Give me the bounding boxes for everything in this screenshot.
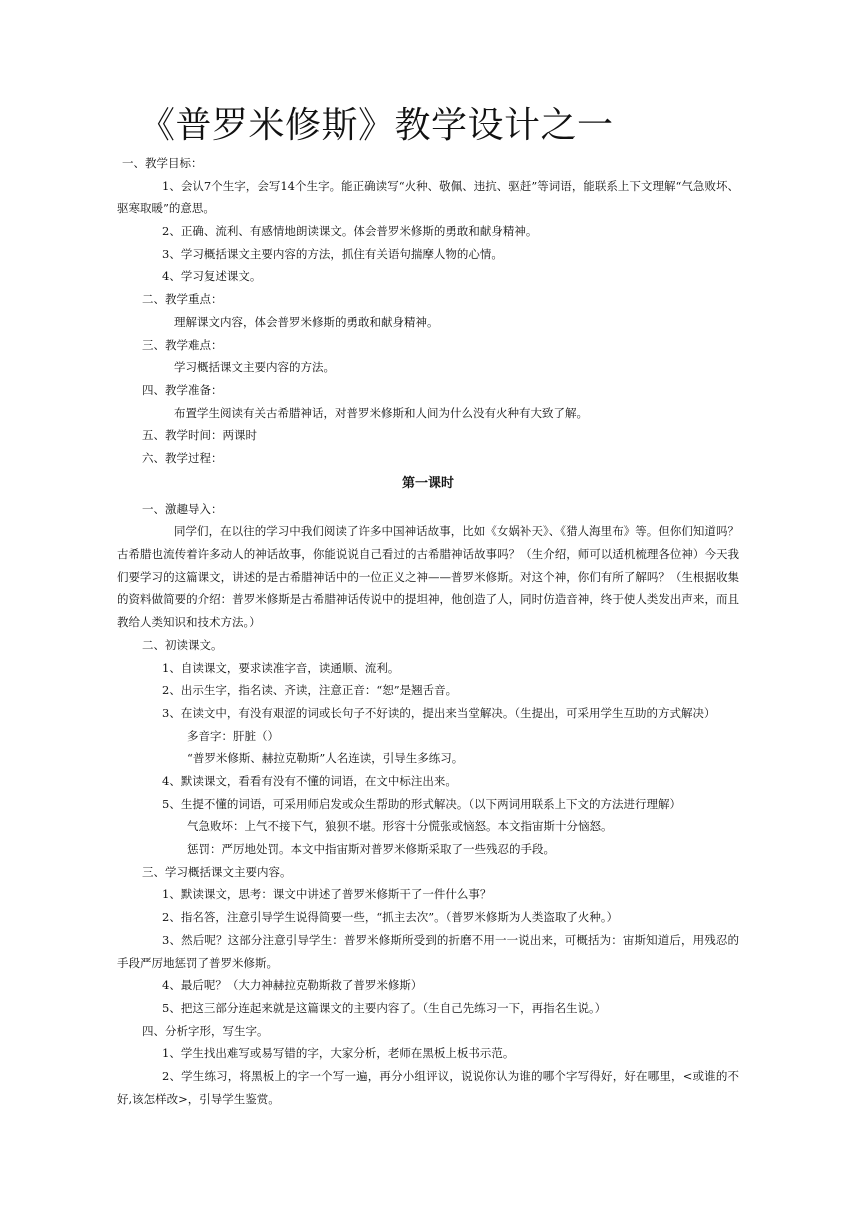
difficulty-heading: 三、教学难点： — [142, 337, 223, 352]
preparation-heading: 四、教学准备： — [142, 382, 223, 397]
document-title: 《普罗米修斯》教学设计之一 — [139, 105, 614, 146]
summary-step-1: 1、默读课文，思考：课文中讲述了普罗米修斯干了一件什么事？ — [162, 887, 492, 902]
summary-step-5: 5、把这三部分连起来就是这篇课文的主要内容了。（生自己先练习一下，再指名生说。） — [162, 1000, 607, 1015]
document-text — [117, 152, 739, 1110]
lesson-title: 第一课时 — [401, 475, 454, 491]
goal-item-4: 4、学习复述课文。 — [162, 269, 262, 284]
preparation-text: 布置学生阅读有关古希腊神话，对普罗米修斯和人间为什么没有火种有大致了解。 — [174, 405, 588, 420]
summary-step-4: 4、最后呢？（大力神赫拉克勒斯救了普罗米修斯） — [162, 978, 423, 993]
reading-step-5-note-a: 气急败坏：上气不接下气，狼狈不堪。形容十分慌张或恼怒。本文指宙斯十分恼怒。 — [187, 819, 613, 834]
key-points-text: 理解课文内容，体会普罗米修斯的勇敢和献身精神。 — [174, 314, 439, 329]
key-points-heading: 二、教学重点： — [142, 292, 223, 307]
reading-step-5: 5、生提不懂的词语，可采用师启发或众生帮助的形式解决。（以下两词用联系上下文的方法进行理解） — [162, 796, 682, 811]
writing-heading: 四、分析字形，写生字。 — [142, 1023, 269, 1038]
document-body — [117, 100, 739, 1110]
reading-heading: 二、初读课文。 — [142, 637, 223, 652]
process-heading: 六、教学过程： — [142, 450, 223, 465]
summary-step-2: 2、指名答，注意引导学生说得简要一些，“抓主去次”。（普罗米修斯为人类盗取了火种。） — [162, 910, 619, 925]
writing-step-2: 2、学生练习，将黑板上的字一个写一遍，再分小组评议，说说你认为谁的哪个字写得好，好在哪里，<或谁的不好,该怎样改>，引导学生鉴赏。 — [117, 1068, 739, 1106]
reading-step-1: 1、自读课文，要求读准字音，读通顺、流利。 — [162, 660, 400, 675]
reading-step-3: 3、在读文中，有没有艰涩的词或长句子不好读的，提出来当堂解决。（生提出，可采用学生互助的方式解决） — [162, 705, 716, 720]
summary-heading: 三、学习概括课文主要内容。 — [142, 864, 292, 879]
difficulty-text: 学习概括课文主要内容的方法。 — [174, 360, 335, 375]
teaching-time: 五、教学时间：两课时 — [142, 428, 257, 443]
goal-item-1: 1、会认7个生字，会写14个生字。能正确读写“火种、敬佩、违抗、驱赶”等词语，能联系上下文理解“气急败坏、驱寒取暖”的意思。 — [117, 178, 739, 216]
intro-paragraph: 同学们，在以往的学习中我们阅读了许多中国神话故事，比如《女娲补天》、《猎人海里布》等。但你们知道吗？古希腊也流传着许多动人的神话故事，你能说说自己看过的古希腊神话故事吗？（生介绍，师可以适机梳理各位神）今天我们要学习的这篇课文，讲述的是古希腊神话中的一位正义之神——普罗米修斯。对这个神，你们有所了解吗？（生根据收集的资料做简要的介绍：普罗米修斯是古希腊神话传说中的提坦神，他创造了人，同时仿造音神，终于使人类发出声来，而且教给人类知识和技术方法。） — [117, 524, 739, 630]
reading-step-3-note-b: “普罗米修斯、赫拉克勒斯”人名连读，引导生多练习。 — [187, 751, 464, 766]
intro-heading: 一、激趣导入： — [142, 501, 223, 516]
summary-step-3: 3、然后呢？这部分注意引导学生：普罗米修斯所受到的折磨不用一一说出来，可概括为：宙斯知道后，用残忍的手段严厉地惩罚了普罗米修斯。 — [117, 932, 739, 970]
goals-heading: 一、教学目标： — [122, 156, 203, 170]
goal-item-2: 2、正确、流利、有感情地朗读课文。体会普罗米修斯的勇敢和献身精神。 — [162, 224, 538, 239]
reading-step-2: 2、出示生字，指名读、齐读，注意正音：“恕”是翘舌音。 — [162, 683, 458, 698]
goal-item-3: 3、学习概括课文主要内容的方法，抓住有关语句揣摩人物的心情。 — [162, 246, 503, 261]
reading-step-4: 4、默读课文，看看有没有不懂的词语，在文中标注出来。 — [162, 773, 457, 788]
reading-step-5-note-b: 惩罚：严厉地处罚。本文中指宙斯对普罗米修斯采取了一些残忍的手段。 — [187, 842, 555, 857]
reading-step-3-note-a: 多音字：肝脏（） — [187, 728, 279, 743]
writing-step-1: 1、学生找出难写或易写错的字，大家分析，老师在黑板上板书示范。 — [162, 1046, 515, 1061]
